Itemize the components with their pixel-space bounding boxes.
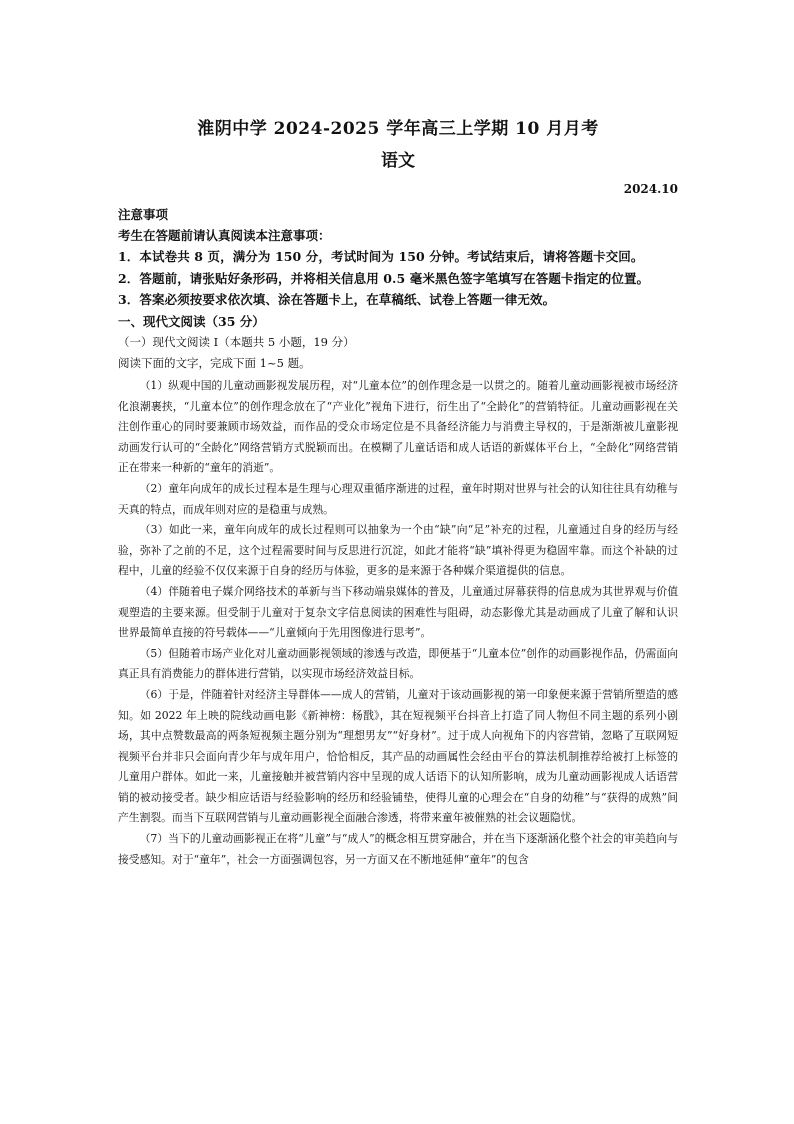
notice-intro: 考生在答题前请认真阅读本注意事项： <box>118 228 331 243</box>
notice-item-2: 2．答题前，请张贴好条形码，并将相关信息用 0.5 毫米黑色签字笔填写在答题卡指定的位置。 <box>118 270 650 286</box>
paragraph-2: （2）童年向成年的成长过程本是生理与心理双重循序渐进的过程，童年时期对世界与社会的认知往往具有幼稚与天真的特点，而成年则对应的是稳重与成熟。 <box>118 481 678 516</box>
paragraph-6: （6）于是，伴随着针对经济主导群体——成人的营销，儿童对于该动画影视的第一印象便来源于营销所塑造的感知。如 2022 年上映的院线动画电影《新神榜：杨戬》，其在短视频平台抖音上打造了同人物但不同主题的系列小剧场，其中点赞数最高的两条短视频主题分别为“理想男友”“好身材”。过于成人向视角下的内容营销，忽略了互联网短视频平台并非只会面向青少年与成年用户，恰恰相反，其产品的动画属性会经由平台的算法机制推荐给被打上标签的儿童用户群体。如此一来，儿童接触并被营销内容中呈现的成人话语下的认知所影响，成为儿童动画影视成人话语营销的被动接受者。缺少相应话语与经验影响的经历和经验铺垫，使得儿童的心理会在“自身的幼稚”与“获得的成熟”间产生割裂。而当下互联网营销与儿童动画影视全面融合渗透，将带来童年被催熟的社会议题隐忧。 <box>118 687 678 825</box>
paragraph-4: （4）伴随着电子媒介网络技术的革新与当下移动端泉媒体的普及，儿童通过屏幕获得的信息成为其世界观与价值观塑造的主要来源。但受制于儿童对于复杂文字信息阅读的困难性与阻碍，动态影像尤其是动画成了儿童了解和认识世界最简单直接的符号载体——“儿童倾向于先用图像进行思考”。 <box>118 584 678 640</box>
notice-item-1: 1．本试卷共 8 页，满分为 150 分，考试时间为 150 分钟。考试结束后，请将答题卡交回。 <box>118 249 644 264</box>
paragraph-1: （1）纵观中国的儿童动画影视发展历程，对“儿童本位”的创作理念是一以贯之的。随着儿童动画影视被市场经济化浪潮裹挟，“儿童本位”的创作理念放在了“产业化”视角下进行，衍生出了“全龄化”的营销特征。儿童动画影视在关注创作重心的同时要兼顾市场效益，而作品的受众市场定位是不具备经济能力与消费主导权的，于是渐渐被儿童影视动画发行认可的“全龄化”网络营销方式脱颖而出。在模糊了儿童话语和成人话语的新媒体平台上，“全龄化”网络营销正在带来一种新的“童年的消逝”。 <box>118 379 678 475</box>
paragraph-5: （5）但随着市场产业化对儿童动画影视领域的渗透与改造，即便基于“儿童本位”创作的动画影视作品，仍需面向真正具有消费能力的群体进行营销，以实现市场经济效益目标。 <box>118 646 678 681</box>
subsection-title: （一）现代文阅读 I（本题共 5 小题，19 分） <box>118 334 355 349</box>
subject-title: 语文 <box>381 151 415 171</box>
reading-passage <box>118 376 678 870</box>
reading-instruction: 阅读下面的文字，完成下面 1~5 题。 <box>118 355 311 370</box>
exam-title: 淮阴中学 2024-2025 学年高三上学期 10 月月考 <box>197 119 599 139</box>
notice-item-3: 3．答案必须按要求依次填、涂在答题卡上，在草稿纸、试卷上答题一律无效。 <box>118 292 556 307</box>
exam-date: 2024.10 <box>623 182 678 196</box>
notice-heading: 注意事项 <box>118 207 169 222</box>
notice-block <box>118 204 678 374</box>
section-title: 一、现代文阅读（35 分） <box>118 313 265 329</box>
paragraph-7: （7）当下的儿童动画影视正在将“儿童”与“成人”的概念相互贯穿融合，并在当下逐渐涵化整个社会的审美趋向与接受感知。对于“童年”，社会一方面强调包容，另一方面又在不断地延伸“童年”的包含 <box>118 832 678 866</box>
paragraph-3: （3）如此一来，童年向成年的成长过程则可以抽象为一个由“缺”向“足”补充的过程，儿童通过自身的经历与经验，弥补了之前的不足，这个过程需要时间与反思进行沉淀，如此才能将“缺”填补得更为稳固牢靠。而这个补缺的过程中，儿童的经验不仅仅来源于自身的经历与体验，更多的是来源于各种媒介渠道提供的信息。 <box>118 523 678 578</box>
